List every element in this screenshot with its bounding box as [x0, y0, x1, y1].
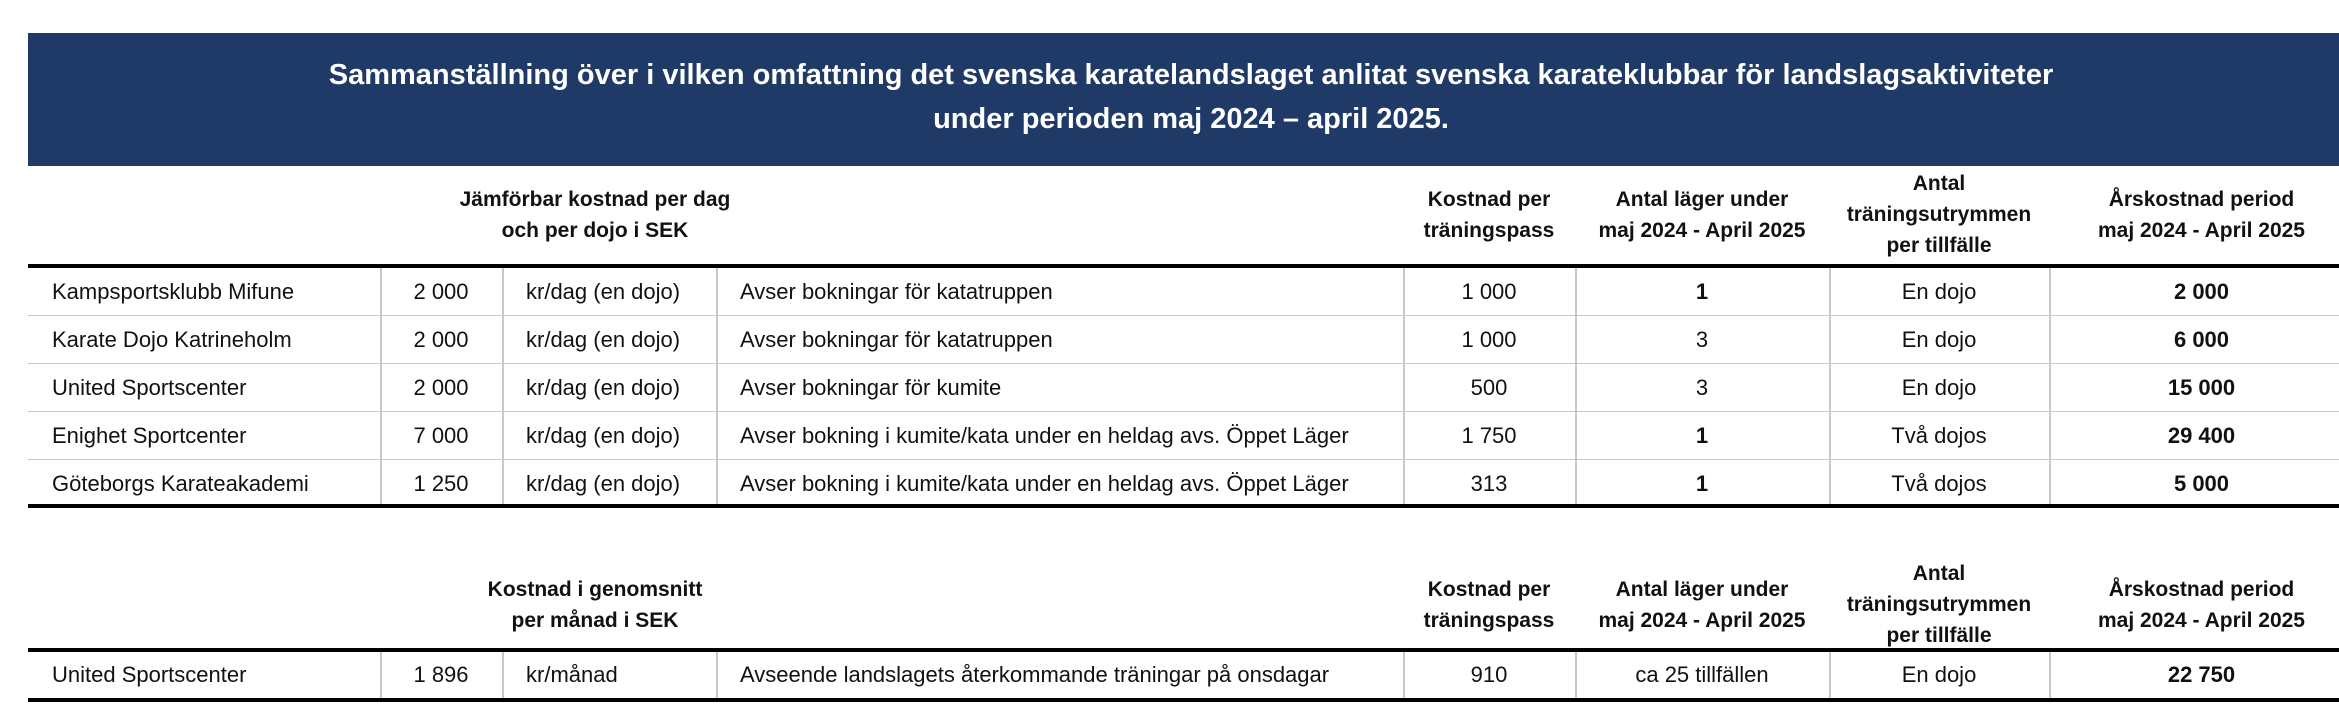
footer-rule: [28, 504, 2339, 508]
annual-cost: 15 000: [2167, 374, 2236, 400]
cost-unit: kr/månad: [526, 662, 618, 687]
club-name: Kampsportsklubb Mifune: [52, 278, 295, 304]
table-row: [28, 364, 2339, 412]
table-row: [28, 460, 2339, 508]
training-spaces: Två dojos: [1891, 422, 1987, 448]
table-row: [28, 412, 2339, 460]
cost-per-session: 910: [1470, 662, 1508, 687]
booking-note: Avser bokning i kumite/kata under en heldag avs. Öppet Läger: [740, 471, 1349, 496]
header-spaces: Antal träningsutrymmen per tillfälle: [1846, 562, 2032, 647]
club-name: Göteborgs Karateakademi: [52, 471, 309, 496]
camp-count: 1: [1695, 278, 1709, 304]
table-row: [28, 652, 2339, 698]
cost-per-session: 500: [1470, 374, 1508, 400]
cost-value: 2 000: [413, 374, 469, 400]
header-camps: Antal läger under maj 2024 - April 2025: [1598, 188, 1806, 242]
cost-per-session: 313: [1470, 471, 1508, 496]
header-avg-monthly-cost: Kostnad i genomsnitt per månad i SEK: [487, 578, 703, 632]
header-cost-per-session: Kostnad per träningspass: [1423, 188, 1555, 242]
booking-note: Avser bokningar för katatruppen: [740, 326, 1053, 352]
cost-value: 1 250: [413, 471, 469, 496]
table-header: [28, 166, 2339, 264]
cost-value: 2 000: [413, 326, 469, 352]
cost-value: 1 896: [413, 662, 469, 687]
annual-cost: 6 000: [2173, 326, 2230, 352]
title-banner: [28, 33, 2339, 166]
cost-unit: kr/dag (en dojo): [526, 278, 681, 304]
cost-unit: kr/dag (en dojo): [526, 374, 681, 400]
club-day-cost-table: [28, 166, 2339, 496]
training-spaces: En dojo: [1901, 326, 1977, 352]
booking-note: Avser bokningar för katatruppen: [740, 278, 1053, 304]
training-spaces: Två dojos: [1891, 471, 1987, 496]
camp-count: 1: [1695, 471, 1709, 496]
cost-unit: kr/dag (en dojo): [526, 422, 681, 448]
camp-count: 3: [1695, 374, 1709, 400]
header-annual-cost: Årskostnad period maj 2024 - April 2025: [2097, 578, 2305, 632]
annual-cost: 2 000: [2173, 278, 2230, 304]
camp-count: 1: [1695, 422, 1709, 448]
cost-value: 7 000: [413, 422, 469, 448]
club-name: Karate Dojo Katrineholm: [52, 326, 292, 352]
table-row: [28, 316, 2339, 364]
training-spaces: En dojo: [1901, 278, 1977, 304]
booking-note: Avser bokning i kumite/kata under en heldag avs. Öppet Läger: [740, 422, 1349, 448]
cost-per-session: 1 000: [1461, 278, 1517, 304]
cost-per-session: 1 000: [1461, 326, 1517, 352]
table-body: [28, 268, 2339, 508]
club-name: United Sportscenter: [52, 662, 247, 687]
annual-cost: 29 400: [2167, 422, 2236, 448]
training-spaces: En dojo: [1901, 374, 1977, 400]
booking-note: Avser bokningar för kumite: [740, 374, 1002, 400]
club-name: United Sportscenter: [52, 374, 247, 400]
booking-note: Avseende landslagets återkommande träningar på onsdagar: [740, 662, 1330, 687]
annual-cost: 22 750: [2167, 662, 2236, 687]
training-spaces: En dojo: [1901, 662, 1977, 687]
cost-unit: kr/dag (en dojo): [526, 326, 681, 352]
header-annual-cost: Årskostnad period maj 2024 - April 2025: [2097, 188, 2305, 242]
footer-rule: [28, 698, 2339, 702]
title-line-1: Sammanställning över i vilken omfattning det svenska karatelandslaget anlitat svenska karateklubbar för landslagsaktiviteter: [328, 59, 2054, 91]
table-row: [28, 268, 2339, 316]
cost-value: 2 000: [413, 278, 469, 304]
club-name: Enighet Sportcenter: [52, 422, 247, 448]
title-line-2: under perioden maj 2024 – april 2025.: [933, 103, 1449, 135]
camp-count: 3: [1695, 326, 1709, 352]
header-camps: Antal läger under maj 2024 - April 2025: [1598, 578, 1806, 632]
cost-per-session: 1 750: [1461, 422, 1517, 448]
annual-cost: 5 000: [2173, 471, 2230, 496]
table-body: [28, 652, 2339, 698]
header-cost-per-session: Kostnad per träningspass: [1423, 578, 1555, 632]
cost-unit: kr/dag (en dojo): [526, 471, 681, 496]
header-cost-per-day: Jämförbar kostnad per dag och per dojo i SEK: [459, 188, 731, 242]
table-header: [28, 554, 2339, 648]
camp-count: ca 25 tillfällen: [1635, 662, 1769, 687]
header-spaces: Antal träningsutrymmen per tillfälle: [1846, 172, 2032, 257]
